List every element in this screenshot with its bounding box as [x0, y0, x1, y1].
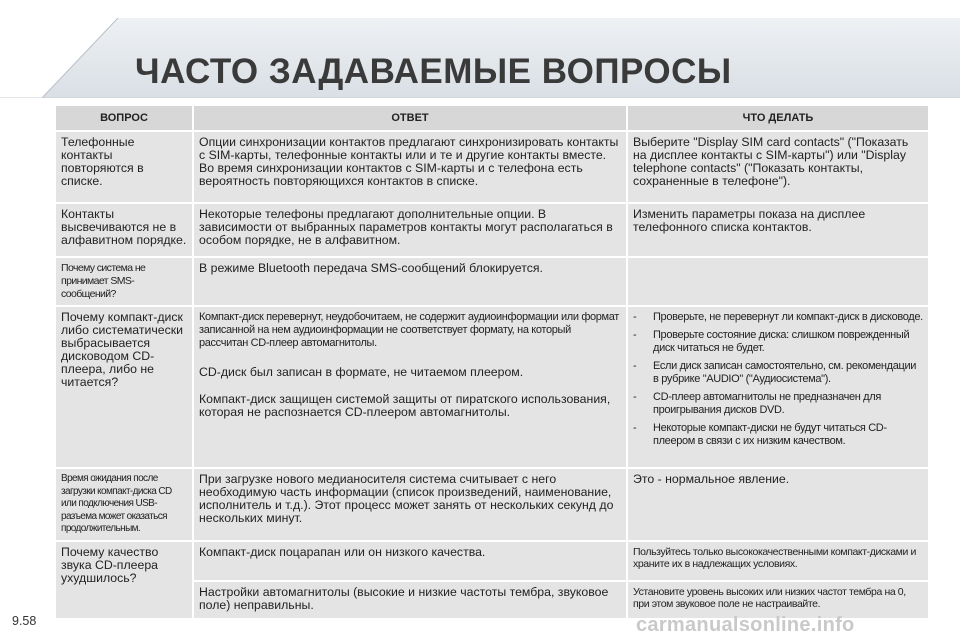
table-row [56, 469, 928, 540]
question-cell: Контакты высвечиваются не в алфавитном порядке. [56, 204, 192, 256]
answer-cell [194, 258, 626, 305]
answer-text: CD-диск был записан в формате, не читаемом плеером. [199, 365, 524, 379]
column-header-answer: ОТВЕТ [194, 106, 626, 130]
answer-text: Компакт-диск защищен системой защиты от пиратского использования, которая не распознается CD-плеером автомагнитолы. [199, 392, 611, 419]
table-row [56, 258, 928, 305]
answer-cell [194, 204, 626, 256]
list-item: - Проверьте, не перевернут ли компакт-диск в дисководе. [633, 311, 923, 323]
question-cell: Почему компакт-диск либо систематически выбрасывается дисководом CD-плеера, либо не читается? [56, 307, 192, 467]
table-row [56, 204, 928, 256]
list-item: - Проверьте состояние диска: слишком поврежденный диск читаться не будет. [633, 329, 910, 354]
question-cell: Почему система не принимает SMS-сообщений? [56, 258, 192, 305]
answer-text: Настройки автомагнитолы (высокие и низкие частоты тембра, звуковое поле) неправильны. [199, 584, 609, 612]
action-cell [628, 258, 928, 305]
answer-text: При загрузке нового медианосителя система считывает с него необходимую часть информации (список произведений, наименование, исполнитель и т.д.). Этот процесс может занять от нескольких секунд до нескольких минут. [199, 472, 614, 525]
action-cell: Пользуйтесь только высококачественными компакт-дисками и храните их в надлежащих условиях. [628, 542, 928, 580]
action-list [633, 311, 924, 448]
answer-cell [194, 542, 626, 580]
action-cell [628, 307, 928, 467]
answer-text: Опции синхронизации контактов предлагают синхронизировать контакты с SIM-карты, телефонные контакты или и те и другие контакты вместе. Во время синхронизации контактов с SIM-карты и с телефона есть вероятность повторяющихся контактов в списке. [199, 135, 619, 188]
action-cell: Выберите "Display SIM card contacts" ("Показать на дисплее контакты с SIM-карты") или "Display telephone contacts" ("Показать контакты, сохраненные в телефоне"). [628, 132, 928, 202]
table-row [56, 307, 928, 467]
answer-cell [194, 307, 626, 467]
action-cell: Это - нормальное явление. [628, 469, 928, 540]
table-header-row [56, 106, 928, 130]
list-item: - Если диск записан самостоятельно, см. рекомендации в рубрике "AUDIO" ("Аудиосистема"). [633, 360, 917, 385]
answer-text: Компакт-диск перевернут, неудобочитаем, не содержит аудиоинформации или формат записанной на нем аудиоинформации не соответствует формату, на который рассчитан CD-плеер автомагнитолы. [199, 311, 619, 349]
answer-cell [194, 469, 626, 540]
answer-text: Компакт-диск поцарапан или он низкого качества. [199, 544, 486, 559]
list-item: - Некоторые компакт-диски не будут читаться CD-плеером в связи с их низким качеством. [633, 422, 887, 447]
faq-table [56, 104, 930, 620]
table-row [56, 542, 928, 580]
page-number: 9.58 [12, 614, 37, 628]
answer-text: В режиме Bluetooth передача SMS-сообщений блокируется. [199, 261, 543, 275]
answer-cell [194, 582, 626, 618]
action-cell: Установите уровень высоких или низких частот тембра на 0, при этом звуковое поле не настраивайте. [628, 582, 928, 618]
header-band [0, 0, 960, 98]
action-cell: Изменить параметры показа на дисплее телефонного списка контактов. [628, 204, 928, 256]
question-cell: Почему качество звука CD-плеера ухудшилось? [56, 542, 192, 618]
answer-text: Некоторые телефоны предлагают дополнительные опции. В зависимости от выбранных параметров контакты могут располагаться в особом порядке, не в алфавитном. [199, 207, 613, 247]
question-cell: Время ожидания после загрузки компакт-диска CD или подключения USB-разъема может оказаться продолжительным. [56, 469, 192, 540]
column-header-question: ВОПРОС [56, 106, 192, 130]
question-cell: Телефонные контакты повторяются в списке. [56, 132, 192, 202]
list-item: - CD-плеер автомагнитолы не предназначен для проигрывания дисков DVD. [633, 391, 881, 416]
page-title: ЧАСТО ЗАДАВАЕМЫЕ ВОПРОСЫ [135, 52, 732, 91]
answer-cell [194, 132, 626, 202]
watermark: carmanualsonline.info [636, 614, 855, 636]
table-row [56, 132, 928, 202]
column-header-action: ЧТО ДЕЛАТЬ [628, 106, 928, 130]
